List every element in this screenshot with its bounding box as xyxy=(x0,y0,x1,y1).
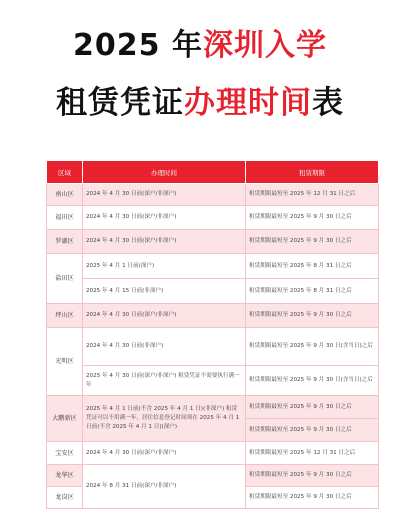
district-cell: 罗湖区 xyxy=(47,230,83,254)
term-cell: 租赁期限最短至 2025 年 9 月 30 日之后 xyxy=(246,396,379,419)
term-cell: 租赁期限最短至 2025 年 9 月 30 日(含当日)之后 xyxy=(246,328,379,366)
time-cell: 2025 年 4 月 30 日前(深户/非深户) 租赁凭证不需要执行满一年 xyxy=(83,366,246,396)
term-cell: 租赁期限最短至 2025 年 9 月 30 日之后 xyxy=(246,419,379,442)
title-line-2 xyxy=(0,84,400,122)
district-cell: 南山区 xyxy=(47,184,83,206)
time-cell: 2024 年 4 月 30 日前(深户/非深户) xyxy=(83,206,246,230)
title-line-1 xyxy=(0,28,400,64)
term-cell: 租赁期限最短至 2025 年 12 月 31 日之后 xyxy=(246,184,379,206)
time-cell: 2024 年 4 月 30 日前(非深户) xyxy=(83,328,246,366)
table-row-guangming-2 xyxy=(47,366,379,396)
term-cell: 租赁期限最短至 2025 年 9 月 30 日之后 xyxy=(246,230,379,254)
district-cell: 福田区 xyxy=(47,206,83,230)
title-suffix: 表 xyxy=(312,85,344,121)
district-cell: 坪山区 xyxy=(47,304,83,328)
district-cell: 宝安区 xyxy=(47,442,83,465)
term-cell: 租赁期限最短至 2025 年 9 月 30 日之后 xyxy=(246,304,379,328)
schedule-table-container xyxy=(46,160,378,509)
table-row-pingshan xyxy=(47,304,379,328)
district-cell: 大鹏新区 xyxy=(47,396,83,442)
term-cell: 租赁期限最短至 2025 年 8 月 31 日之后 xyxy=(246,279,379,304)
time-cell: 2024 年 4 月 30 日前(深户/非深户) xyxy=(83,304,246,328)
table-row-futian xyxy=(47,206,379,230)
title-year: 2025 年 xyxy=(73,28,203,63)
time-cell: 2024 年 4 月 30 日前(深户/非深户) xyxy=(83,442,246,465)
title-lease-cert: 租赁凭证 xyxy=(56,85,184,121)
district-cell: 光明区 xyxy=(47,328,83,396)
term-cell: 租赁期限最短至 2025 年 9 月 30 日之后 xyxy=(246,487,379,509)
header-district: 区域 xyxy=(47,161,83,184)
table-row-yantian-2 xyxy=(47,279,379,304)
table-row-nanshan xyxy=(47,184,379,206)
table-row-longhua xyxy=(47,465,379,487)
term-cell: 租赁期限最短至 2025 年 12 月 31 日之后 xyxy=(246,442,379,465)
header-lease-term: 租赁期限 xyxy=(246,161,379,184)
term-cell: 租赁期限最短至 2025 年 9 月 30 日(含当日)之后 xyxy=(246,366,379,396)
header-processing-time: 办理时间 xyxy=(83,161,246,184)
title-highlight-time: 办理时间 xyxy=(184,85,312,121)
time-cell: 2025 年 4 月 15 日前(非深户) xyxy=(83,279,246,304)
table-header-row xyxy=(47,161,379,184)
term-cell: 租赁期限最短至 2025 年 9 月 30 日之后 xyxy=(246,465,379,487)
table-row-guangming xyxy=(47,328,379,366)
time-cell: 2024 年 4 月 30 日前(深户/非深户) xyxy=(83,230,246,254)
time-cell: 2025 年 4 月 1 日前(深户) xyxy=(83,254,246,279)
district-cell: 盐田区 xyxy=(47,254,83,304)
term-cell: 租赁期限最短至 2025 年 8 月 31 日之后 xyxy=(246,254,379,279)
time-cell: 2024 年 8 月 31 日前(深户/非深户) xyxy=(83,465,246,509)
time-cell: 2025 年 4 月 1 日前(不含 2025 年 4 月 1 日)(非深户) 租赁凭证可以不用满一年，居住信息登记时间须在 2025 年 4 月 1 日前(不含 2025 年 4 月 1 日)(深户) xyxy=(83,396,246,442)
schedule-table xyxy=(46,160,379,509)
term-cell: 租赁期限最短至 2025 年 9 月 30 日之后 xyxy=(246,206,379,230)
table-row-baoan xyxy=(47,442,379,465)
time-cell: 2024 年 4 月 30 日前(深户/非深户) xyxy=(83,184,246,206)
table-row-dapeng xyxy=(47,396,379,419)
district-cell: 龙华区 xyxy=(47,465,83,487)
table-row-yantian xyxy=(47,254,379,279)
title-highlight-enrollment: 深圳入学 xyxy=(202,28,327,63)
district-cell: 龙岗区 xyxy=(47,487,83,509)
table-row-luohu xyxy=(47,230,379,254)
